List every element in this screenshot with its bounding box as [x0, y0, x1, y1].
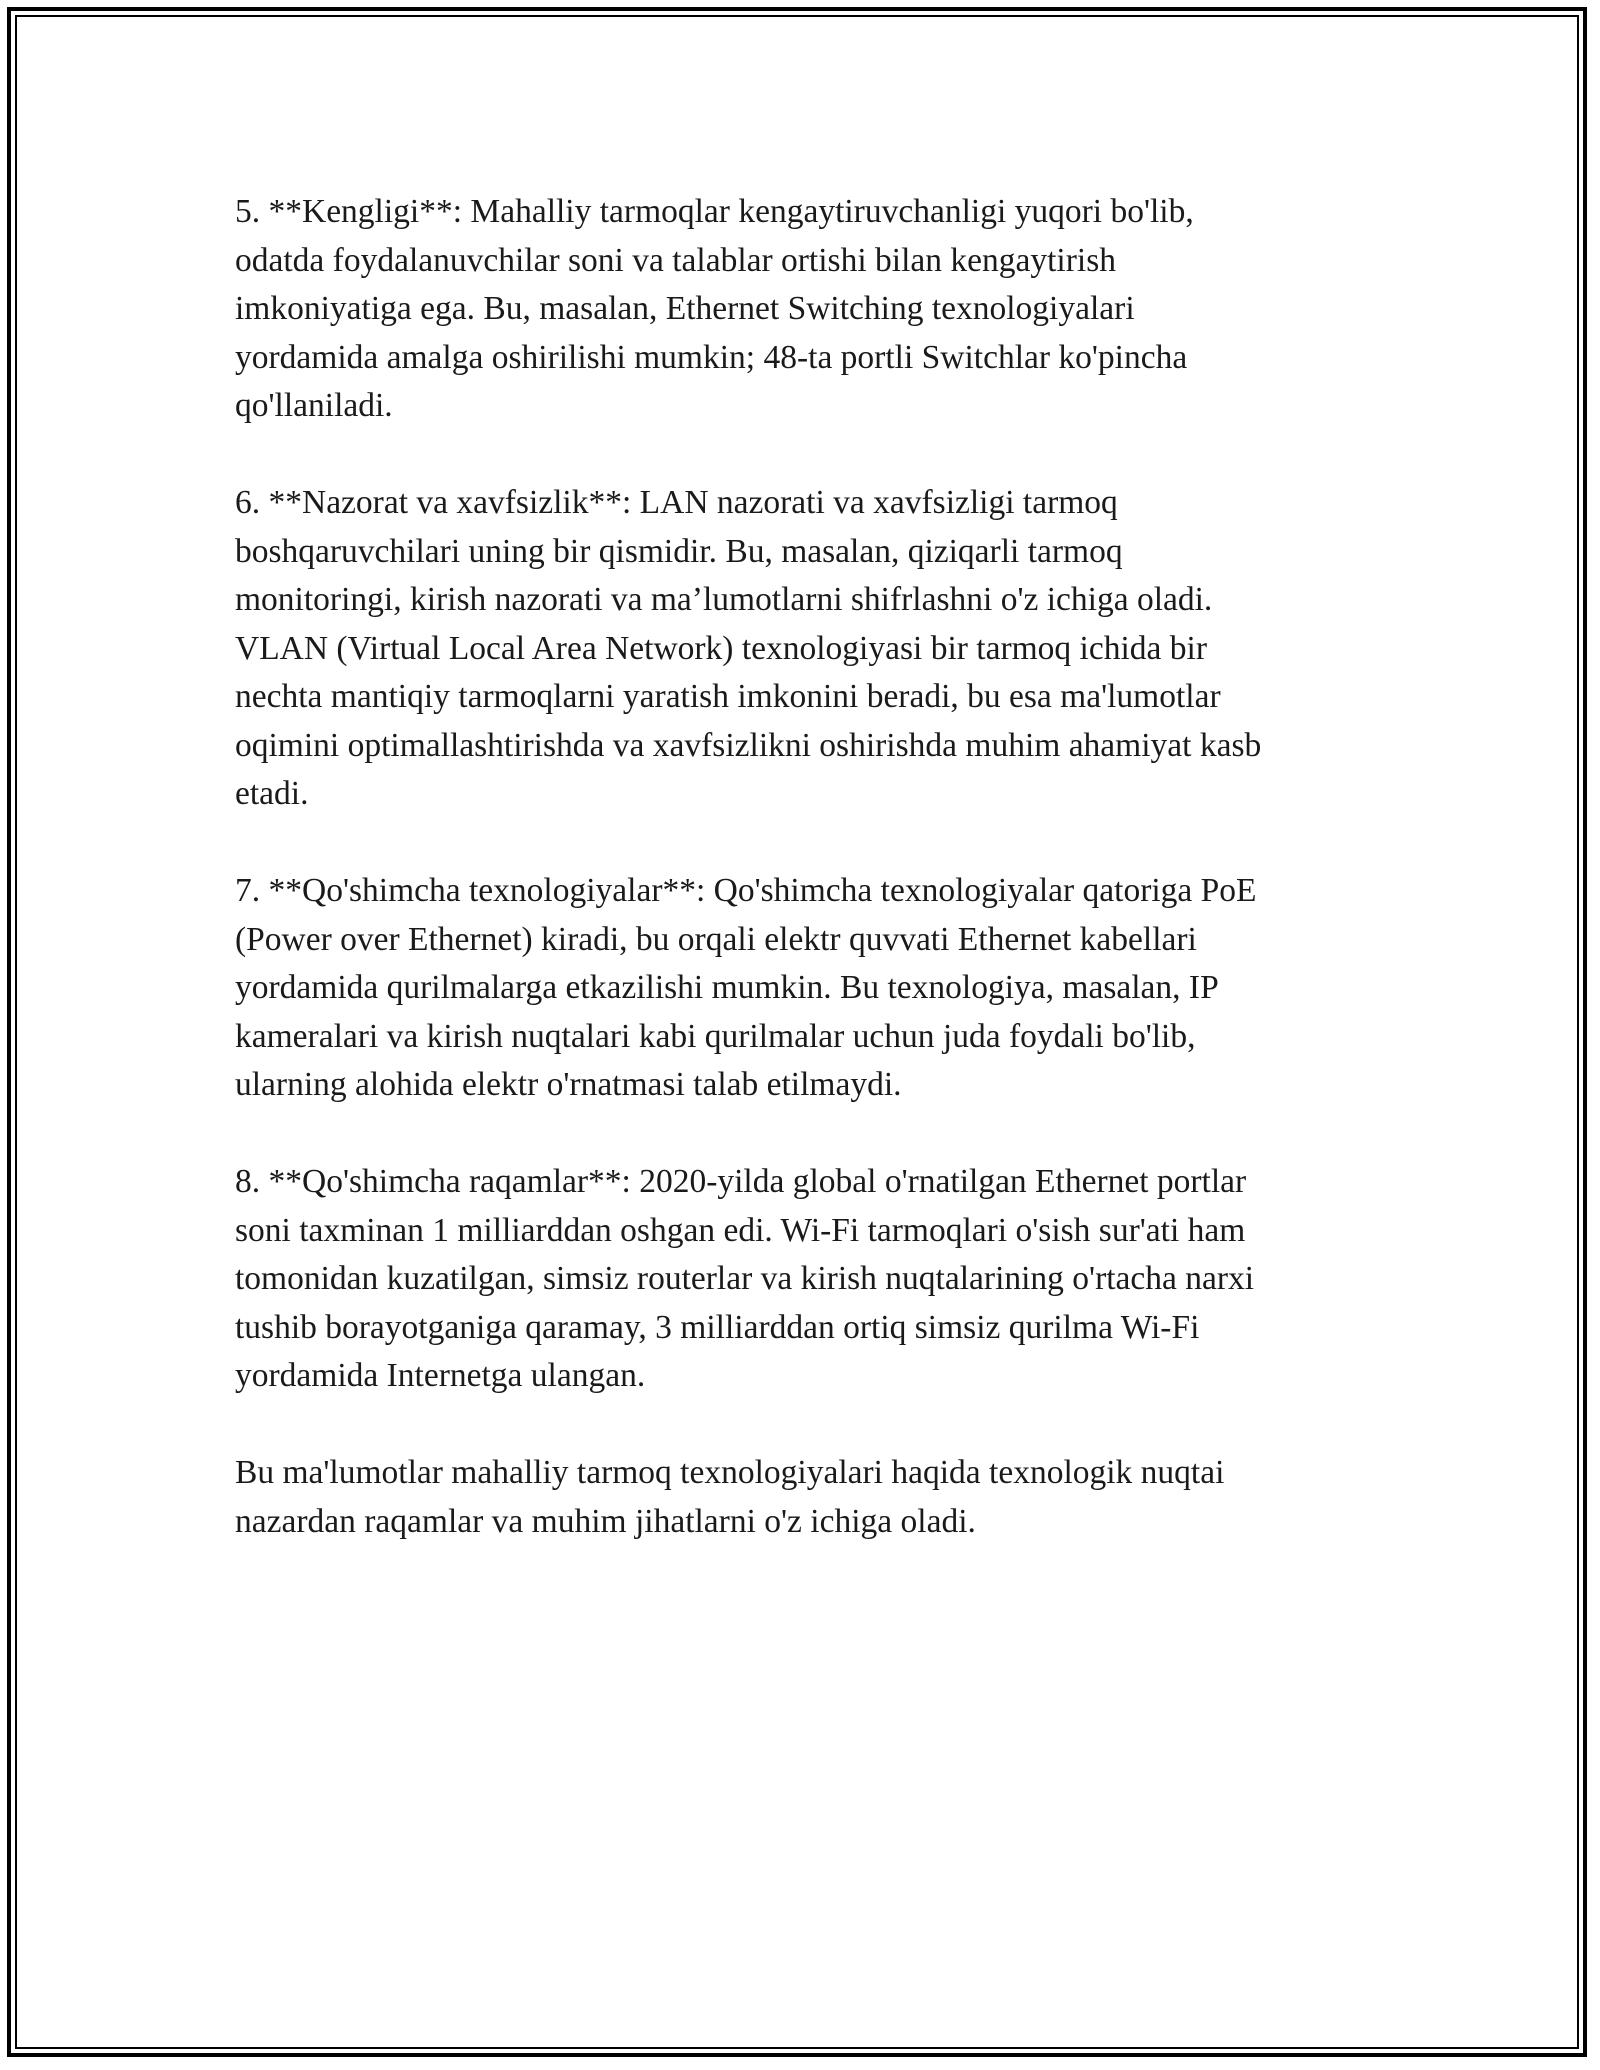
- paragraph-qoshimcha-raqamlar: 8. **Qo'shimcha raqamlar**: 2020-yilda global o'rnatilgan Ethernet portlar soni taxminan 1 milliarddan oshgan edi. Wi-Fi tarmoqlari o'sish sur'ati ham tomonidan kuzatilgan, simsiz routerlar va kirish nuqtalarining o'rtacha narxi tushib borayotganiga qaramay, 3 milliarddan ortiq simsiz qurilma Wi-Fi yordamida Internetga ulangan.: [235, 1163, 1255, 1394]
- paragraph-nazorat-va-xavfsizlik: 6. **Nazorat va xavfsizlik**: LAN nazorati va xavfsizligi tarmoq boshqaruvchilari uning bir qismidir. Bu, masalan, qiziqarli tarmoq monitoringi, kirish nazorati va ma’lumotlarni shifrlashni o'z ichiga oladi. VLAN (Virtual Local Area Network) texnologiyasi bir tarmoq ichida bir nechta mantiqiy tarmoqlarni yaratish imkonini beradi, bu esa ma'lumotlar oqimini optimallashtirishda va xavfsizlikni oshirishda muhim ahamiyat kasb etadi.: [235, 484, 1262, 812]
- paragraph-kengligi: 5. **Kengligi**: Mahalliy tarmoqlar kengaytiruvchanligi yuqori bo'lib, odatda foydalanuvchilar soni va talablar ortishi bilan kengaytirish imkoniyatiga ega. Bu, masalan, Ethernet Switching texnologiyalari yordamida amalga oshirilishi mumkin; 48-ta portli Switchlar ko'pincha qo'llaniladi.: [235, 193, 1194, 424]
- paragraph-conclusion: Bu ma'lumotlar mahalliy tarmoq texnologiyalari haqida texnologik nuqtai nazardan raqamlar va muhim jihatlarni o'z ichiga oladi.: [235, 1454, 1225, 1540]
- document-body: [235, 188, 1375, 1595]
- paragraph-qoshimcha-texnologiyalar: 7. **Qo'shimcha texnologiyalar**: Qo'shimcha texnologiyalar qatoriga PoE (Power over Ethernet) kiradi, bu orqali elektr quvvati Ethernet kabellari yordamida qurilmalarga etkazilishi mumkin. Bu texnologiya, masalan, IP kameralari va kirish nuqtalari kabi qurilmalar uchun juda foydali bo'lib, ularning alohida elektr o'rnatmasi talab etilmaydi.: [235, 872, 1257, 1103]
